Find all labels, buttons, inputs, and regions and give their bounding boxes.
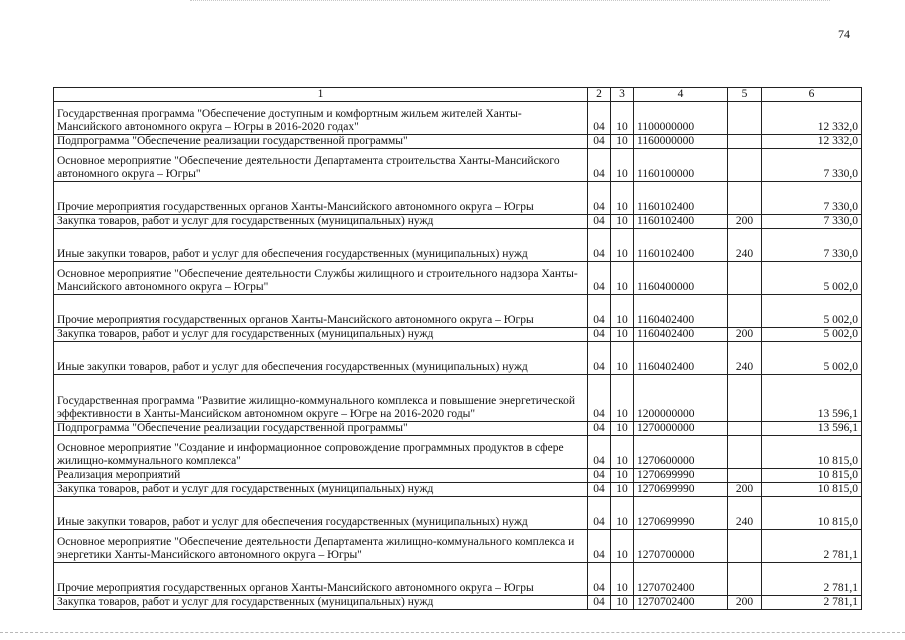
amount: 7 330,0	[762, 229, 862, 262]
section-code: 04	[588, 229, 611, 262]
amount: 13 596,1	[762, 422, 862, 436]
table-row	[54, 102, 862, 135]
target-code: 1160100000	[634, 149, 728, 182]
section-code: 04	[588, 483, 611, 497]
amount: 2 781,1	[762, 563, 862, 596]
amount: 7 330,0	[762, 182, 862, 215]
header-cell: 6	[762, 88, 862, 102]
amount: 10 815,0	[762, 497, 862, 530]
page-number: 74	[838, 27, 850, 41]
section-code: 04	[588, 262, 611, 295]
expense-type-code: 240	[728, 497, 762, 530]
expense-type-code	[728, 135, 762, 149]
amount: 5 002,0	[762, 295, 862, 328]
header-cell: 5	[728, 88, 762, 102]
table-row	[54, 182, 862, 215]
amount: 10 815,0	[762, 436, 862, 469]
amount: 5 002,0	[762, 328, 862, 342]
table-row	[54, 229, 862, 262]
target-code: 1160000000	[634, 135, 728, 149]
section-code: 04	[588, 497, 611, 530]
section-code: 04	[588, 375, 611, 422]
amount: 12 332,0	[762, 102, 862, 135]
expense-type-code	[728, 182, 762, 215]
subsection-code: 10	[611, 102, 634, 135]
row-name: Иные закупки товаров, работ и услуг для обеспечения государственных (муниципальных) нужд	[54, 229, 588, 262]
section-code: 04	[588, 596, 611, 610]
subsection-code: 10	[611, 375, 634, 422]
row-name: Основное мероприятие "Создание и информационное сопровождение программных продуктов в сфере жилищно-коммунального комплекса"	[54, 436, 588, 469]
expense-type-code	[728, 295, 762, 328]
row-name: Основное мероприятие "Обеспечение деятельности Департамента строительства Ханты-Мансийского автономного округа – Югры"	[54, 149, 588, 182]
subsection-code: 10	[611, 182, 634, 215]
subsection-code: 10	[611, 596, 634, 610]
subsection-code: 10	[611, 149, 634, 182]
budget-table	[53, 87, 862, 610]
section-code: 04	[588, 149, 611, 182]
target-code: 1160402400	[634, 328, 728, 342]
subsection-code: 10	[611, 342, 634, 375]
subsection-code: 10	[611, 328, 634, 342]
expense-type-code	[728, 436, 762, 469]
subsection-code: 10	[611, 483, 634, 497]
target-code: 1160402400	[634, 342, 728, 375]
section-code: 04	[588, 102, 611, 135]
row-name: Подпрограмма "Обеспечение реализации государственной программы"	[54, 135, 588, 149]
target-code: 1160102400	[634, 229, 728, 262]
row-name: Реализация мероприятий	[54, 469, 588, 483]
section-code: 04	[588, 182, 611, 215]
target-code: 1270600000	[634, 436, 728, 469]
table-row	[54, 215, 862, 229]
section-code: 04	[588, 135, 611, 149]
target-code: 1270702400	[634, 596, 728, 610]
row-name: Подпрограмма "Обеспечение реализации государственной программы"	[54, 422, 588, 436]
row-name: Прочие мероприятия государственных органов Ханты-Мансийского автономного округа – Югры	[54, 182, 588, 215]
expense-type-code	[728, 262, 762, 295]
table-row	[54, 342, 862, 375]
scan-noise-top	[190, 0, 830, 3]
header-cell: 3	[611, 88, 634, 102]
table-row	[54, 469, 862, 483]
table-header-row	[54, 88, 862, 102]
header-cell: 2	[588, 88, 611, 102]
subsection-code: 10	[611, 262, 634, 295]
subsection-code: 10	[611, 563, 634, 596]
target-code: 1270699990	[634, 497, 728, 530]
subsection-code: 10	[611, 229, 634, 262]
expense-type-code: 200	[728, 483, 762, 497]
amount: 12 332,0	[762, 135, 862, 149]
section-code: 04	[588, 422, 611, 436]
target-code: 1160102400	[634, 215, 728, 229]
row-name: Закупка товаров, работ и услуг для государственных (муниципальных) нужд	[54, 328, 588, 342]
table-row	[54, 328, 862, 342]
expense-type-code: 200	[728, 596, 762, 610]
amount: 5 002,0	[762, 262, 862, 295]
amount: 7 330,0	[762, 215, 862, 229]
expense-type-code: 200	[728, 215, 762, 229]
table-row	[54, 436, 862, 469]
header-cell: 4	[634, 88, 728, 102]
table-row	[54, 262, 862, 295]
expense-type-code	[728, 563, 762, 596]
expense-type-code	[728, 149, 762, 182]
target-code: 1200000000	[634, 375, 728, 422]
amount: 13 596,1	[762, 375, 862, 422]
target-code: 1270700000	[634, 530, 728, 563]
table-row	[54, 375, 862, 422]
section-code: 04	[588, 328, 611, 342]
amount: 2 781,1	[762, 596, 862, 610]
table-row	[54, 530, 862, 563]
target-code: 1270699990	[634, 469, 728, 483]
table-row	[54, 422, 862, 436]
scan-noise-bottom	[0, 632, 905, 635]
target-code: 1270699990	[634, 483, 728, 497]
amount: 5 002,0	[762, 342, 862, 375]
subsection-code: 10	[611, 422, 634, 436]
expense-type-code: 240	[728, 229, 762, 262]
table-row	[54, 295, 862, 328]
row-name: Государственная программа "Развитие жилищно-коммунального комплекса и повышение энергетической эффективности в Ханты-Мансийском автономном округе – Югре на 2016-2020 годы"	[54, 375, 588, 422]
row-name: Прочие мероприятия государственных органов Ханты-Мансийского автономного округа – Югры	[54, 563, 588, 596]
expense-type-code: 200	[728, 328, 762, 342]
table-row	[54, 483, 862, 497]
section-code: 04	[588, 563, 611, 596]
table-row	[54, 563, 862, 596]
expense-type-code: 240	[728, 342, 762, 375]
section-code: 04	[588, 530, 611, 563]
subsection-code: 10	[611, 469, 634, 483]
amount: 7 330,0	[762, 149, 862, 182]
section-code: 04	[588, 469, 611, 483]
target-code: 1100000000	[634, 102, 728, 135]
row-name: Закупка товаров, работ и услуг для государственных (муниципальных) нужд	[54, 596, 588, 610]
expense-type-code	[728, 102, 762, 135]
expense-type-code	[728, 422, 762, 436]
subsection-code: 10	[611, 530, 634, 563]
section-code: 04	[588, 436, 611, 469]
target-code: 1270000000	[634, 422, 728, 436]
row-name: Основное мероприятие "Обеспечение деятельности Службы жилищного и строительного надзора Ханты-Мансийского автономного округа – Югры"	[54, 262, 588, 295]
expense-type-code	[728, 530, 762, 563]
subsection-code: 10	[611, 295, 634, 328]
subsection-code: 10	[611, 497, 634, 530]
expense-type-code	[728, 375, 762, 422]
target-code: 1160402400	[634, 295, 728, 328]
table-row	[54, 497, 862, 530]
row-name: Прочие мероприятия государственных органов Ханты-Мансийского автономного округа – Югры	[54, 295, 588, 328]
table-row	[54, 149, 862, 182]
row-name: Основное мероприятие "Обеспечение деятельности Департамента жилищно-коммунального комплекса и энергетики Ханты-Мансийского автономного округа – Югры"	[54, 530, 588, 563]
target-code: 1270702400	[634, 563, 728, 596]
section-code: 04	[588, 295, 611, 328]
amount: 10 815,0	[762, 469, 862, 483]
subsection-code: 10	[611, 135, 634, 149]
amount: 10 815,0	[762, 483, 862, 497]
row-name: Иные закупки товаров, работ и услуг для обеспечения государственных (муниципальных) нужд	[54, 342, 588, 375]
row-name: Закупка товаров, работ и услуг для государственных (муниципальных) нужд	[54, 483, 588, 497]
target-code: 1160102400	[634, 182, 728, 215]
table-row	[54, 135, 862, 149]
header-cell: 1	[54, 88, 588, 102]
amount: 2 781,1	[762, 530, 862, 563]
row-name: Государственная программа "Обеспечение доступным и комфортным жильем жителей Ханты-Мансийского автономного округа – Югры в 2016-2020 годах"	[54, 102, 588, 135]
subsection-code: 10	[611, 436, 634, 469]
section-code: 04	[588, 215, 611, 229]
subsection-code: 10	[611, 215, 634, 229]
expense-type-code	[728, 469, 762, 483]
table-row	[54, 596, 862, 610]
row-name: Иные закупки товаров, работ и услуг для обеспечения государственных (муниципальных) нужд	[54, 497, 588, 530]
section-code: 04	[588, 342, 611, 375]
target-code: 1160400000	[634, 262, 728, 295]
row-name: Закупка товаров, работ и услуг для государственных (муниципальных) нужд	[54, 215, 588, 229]
